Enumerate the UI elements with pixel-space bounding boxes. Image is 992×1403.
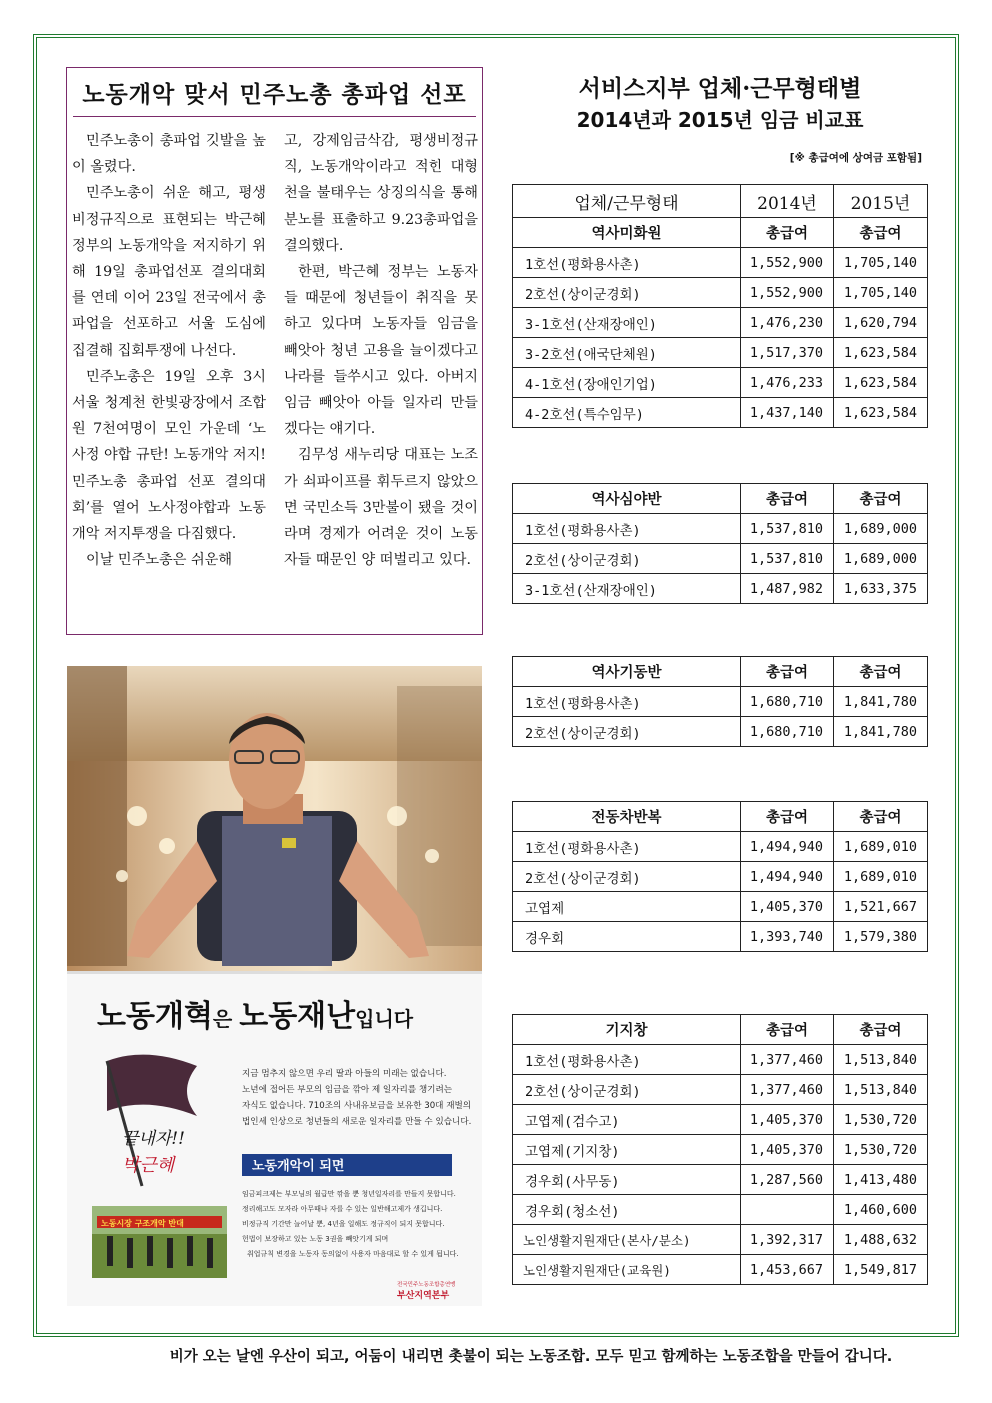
banner-headline-part: 입니다	[355, 1007, 414, 1031]
row-value-2015: 1,689,000	[834, 544, 928, 574]
row-value-2015: 1,413,480	[834, 1165, 928, 1195]
banner-org: 부산지역본부	[397, 1291, 450, 1301]
table-row	[513, 687, 928, 717]
row-value-2014	[741, 1195, 834, 1225]
table-row	[513, 514, 928, 544]
row-name: 4-1호선(장애인기업)	[513, 368, 741, 398]
tables-note: [※ 총급여에 상여금 포함됨]	[789, 152, 922, 164]
header-cell: 총급여	[741, 218, 834, 248]
row-name: 2호선(상이군경회)	[513, 717, 741, 747]
table-row	[513, 278, 928, 308]
table-row	[513, 1105, 928, 1135]
banner-headline-part: 노동재난	[239, 999, 356, 1034]
table-row	[513, 1075, 928, 1105]
row-value-2014: 1,494,940	[741, 832, 834, 862]
row-name: 노인생활지원재단(교육원)	[513, 1255, 741, 1285]
row-name: 2호선(상이군경회)	[513, 278, 741, 308]
row-name: 경우회	[513, 922, 741, 952]
article-paragraph: 한편, 박근혜 정부는 노동자들 때문에 청년들이 취직을 못하고 있다며 노동자들 임금을 빼앗아 청년 고용을 늘이겠다고 나라를 들쑤시고 있다. 아버지 임금 빼앗아 아들 일자리 만들겠다는 얘기다.	[284, 264, 478, 438]
row-name: 1호선(평화용사촌)	[513, 248, 741, 278]
table-row	[513, 1225, 928, 1255]
row-name: 2호선(상이군경회)	[513, 1075, 741, 1105]
article-column-left	[72, 128, 266, 573]
banner-text-line: 법인세 인상으로 청년들의 새로운 일자리를 만들 수 있습니다.	[242, 1117, 472, 1127]
group-name: 역사미화원	[513, 218, 741, 248]
row-name: 경우회(사무동)	[513, 1165, 741, 1195]
row-name: 고엽제(기지창)	[513, 1135, 741, 1165]
row-name: 1호선(평화용사촌)	[513, 832, 741, 862]
tables-subtitle: 2014년과 2015년 임금 비교표	[576, 108, 864, 132]
table-group-header	[513, 484, 928, 514]
header-cell: 총급여	[834, 484, 928, 514]
row-value-2014: 1,537,810	[741, 514, 834, 544]
row-value-2014: 1,537,810	[741, 544, 834, 574]
table-row	[513, 1135, 928, 1165]
row-value-2015: 1,530,720	[834, 1135, 928, 1165]
table-row	[513, 862, 928, 892]
row-value-2014: 1,453,667	[741, 1255, 834, 1285]
table-row	[513, 1045, 928, 1075]
row-value-2015: 1,623,584	[834, 398, 928, 428]
row-name: 고엽제(검수고)	[513, 1105, 741, 1135]
header-cell: 총급여	[741, 1015, 834, 1045]
row-value-2015: 1,623,584	[834, 368, 928, 398]
article-paragraph: 고, 강제임금삭감, 평생비정규직, 노동개악이라고 적힌 대형 천을 불태우는 상징의식을 통해 분노를 표출하고 9.23총파업을 결의했다.	[284, 133, 478, 254]
row-value-2015: 1,530,720	[834, 1105, 928, 1135]
row-value-2014: 1,405,370	[741, 892, 834, 922]
table-row	[513, 398, 928, 428]
protest-photo	[67, 666, 482, 1306]
table-row	[513, 1195, 928, 1225]
row-name: 노인생활지원재단(본사/분소)	[513, 1225, 741, 1255]
banner-headline-part: 은	[212, 1007, 240, 1031]
banner-org: 전국민주노동조합총연맹	[397, 1282, 456, 1288]
table-row	[513, 717, 928, 747]
group-name: 역사기동반	[513, 657, 741, 687]
row-value-2014: 1,552,900	[741, 248, 834, 278]
table-row	[513, 832, 928, 862]
protest-photo-illustration	[67, 666, 482, 1306]
row-name: 3-2호선(애국단체원)	[513, 338, 741, 368]
row-value-2014: 1,487,982	[741, 574, 834, 604]
article-column-right	[284, 128, 478, 573]
table-row	[513, 338, 928, 368]
table-group-header	[513, 657, 928, 687]
header-cell: 총급여	[741, 484, 834, 514]
row-value-2014: 1,552,900	[741, 278, 834, 308]
table-row	[513, 574, 928, 604]
banner-text-line: 노년에 접어든 부모의 임금을 깎아 제 일자리를 챙기려는	[242, 1085, 453, 1095]
banner-slogan: 끝내자!!	[122, 1129, 185, 1149]
row-value-2014: 1,405,370	[741, 1105, 834, 1135]
row-name: 3-1호선(산재장애인)	[513, 308, 741, 338]
header-cell: 2015년	[834, 185, 928, 218]
banner-subhead: 노동개악이 되면	[252, 1159, 345, 1174]
row-name: 2호선(상이군경회)	[513, 862, 741, 892]
header-cell: 업체/근무형태	[513, 185, 741, 218]
row-value-2014: 1,437,140	[741, 398, 834, 428]
row-value-2014: 1,377,460	[741, 1075, 834, 1105]
row-value-2014: 1,494,940	[741, 862, 834, 892]
banner-headline-part: 노동개혁	[97, 999, 213, 1034]
banner-protest-sign: 노동시장 구조개악 반대	[101, 1219, 184, 1228]
row-value-2015: 1,620,794	[834, 308, 928, 338]
row-value-2014: 1,377,460	[741, 1045, 834, 1075]
row-name: 1호선(평화용사촌)	[513, 1045, 741, 1075]
row-name: 고엽제	[513, 892, 741, 922]
article-body	[67, 128, 482, 628]
row-name: 2호선(상이군경회)	[513, 544, 741, 574]
row-value-2015: 1,521,667	[834, 892, 928, 922]
row-value-2015: 1,488,632	[834, 1225, 928, 1255]
table-row	[513, 1255, 928, 1285]
row-value-2015: 1,549,817	[834, 1255, 928, 1285]
wage-table-1	[512, 184, 928, 428]
row-value-2014: 1,476,233	[741, 368, 834, 398]
banner-bullet: 헌법이 보장하고 있는 노동 3권을 빼앗기게 되며	[242, 1235, 389, 1243]
row-name: 3-1호선(산재장애인)	[513, 574, 741, 604]
article-title-rule	[73, 116, 476, 117]
banner-slogan: 박근혜	[122, 1155, 175, 1176]
table-group-header	[513, 802, 928, 832]
table-group-header	[513, 218, 928, 248]
header-cell: 총급여	[834, 218, 928, 248]
banner-bullet: 취업규칙 변경을 노동자 동의없이 사용자 마음대로 할 수 있게 됩니다.	[247, 1250, 459, 1258]
group-name: 역사심야반	[513, 484, 741, 514]
row-value-2015: 1,460,600	[834, 1195, 928, 1225]
row-value-2014: 1,680,710	[741, 717, 834, 747]
header-cell: 2014년	[741, 185, 834, 218]
article-paragraph: 민주노총은 19일 오후 3시 서울 청계천 한빛광장에서 조합원 7천여명이 모인 가운데 ‘노사정 야합 규탄! 노동개악 저지! 민주노총 총파업 선포 결의대회’를 열어 노사정야합과 노동개악 저지투쟁을 다짐했다.	[72, 368, 266, 543]
header-cell: 총급여	[834, 802, 928, 832]
article-title: 노동개악 맞서 민주노총 총파업 선포	[82, 81, 467, 108]
table-row	[513, 892, 928, 922]
row-value-2014: 1,517,370	[741, 338, 834, 368]
row-name: 1호선(평화용사촌)	[513, 514, 741, 544]
table-group-header	[513, 1015, 928, 1045]
article-paragraph: 민주노총이 총파업 깃발을 높이 올렸다.	[72, 133, 266, 176]
banner-bullet: 정리해고도 모자라 아무때나 자를 수 있는 일반해고제가 생깁니다.	[242, 1205, 443, 1213]
wage-table-4	[512, 801, 928, 952]
table-row	[513, 308, 928, 338]
row-value-2014: 1,287,560	[741, 1165, 834, 1195]
header-cell: 총급여	[741, 657, 834, 687]
row-value-2015: 1,633,375	[834, 574, 928, 604]
row-value-2014: 1,680,710	[741, 687, 834, 717]
row-name: 1호선(평화용사촌)	[513, 687, 741, 717]
row-value-2015: 1,513,840	[834, 1075, 928, 1105]
article-paragraph: 민주노총이 쉬운 해고, 평생 비정규직으로 표현되는 박근혜 정부의 노동개악을 저지하기 위해 19일 총파업선포 결의대회를 연데 이어 23일 전국에서 총파업을 선포하고 서울 도심에 집결해 집회투쟁에 나선다.	[72, 185, 266, 359]
wage-table-5	[512, 1014, 928, 1285]
table-row	[513, 1165, 928, 1195]
banner-text-line: 자식도 없습니다. 710조의 사내유보금을 보유한 30대 재벌의	[242, 1101, 472, 1111]
header-cell: 총급여	[834, 657, 928, 687]
row-value-2015: 1,705,140	[834, 278, 928, 308]
row-value-2015: 1,841,780	[834, 717, 928, 747]
wage-table-3	[512, 656, 928, 747]
tables-title: 서비스지부 업체·근무형태별	[578, 75, 862, 102]
row-value-2014: 1,476,230	[741, 308, 834, 338]
row-value-2015: 1,841,780	[834, 687, 928, 717]
table-row	[513, 368, 928, 398]
row-value-2014: 1,405,370	[741, 1135, 834, 1165]
row-value-2015: 1,689,010	[834, 862, 928, 892]
article-box	[66, 67, 483, 635]
wage-table-2	[512, 483, 928, 604]
group-name: 전동차반복	[513, 802, 741, 832]
header-cell: 총급여	[834, 1015, 928, 1045]
row-value-2015: 1,623,584	[834, 338, 928, 368]
header-cell: 총급여	[741, 802, 834, 832]
footer-slogan: 비가 오는 날엔 우산이 되고, 어둠이 내리면 촛불이 되는 노동조합. 모두 믿고 함께하는 노동조합을 만들어 갑니다.	[169, 1349, 893, 1365]
banner-text-line: 지금 멈추지 않으면 우리 딸과 아들의 미래는 없습니다.	[242, 1069, 447, 1079]
row-name: 경우회(청소선)	[513, 1195, 741, 1225]
group-name: 기지창	[513, 1015, 741, 1045]
row-name: 4-2호선(특수임무)	[513, 398, 741, 428]
banner-bullet: 비정규직 기간만 늘어날 뿐, 4년을 일해도 정규직이 되지 못합니다.	[242, 1220, 445, 1228]
row-value-2014: 1,393,740	[741, 922, 834, 952]
row-value-2015: 1,689,000	[834, 514, 928, 544]
table-row	[513, 922, 928, 952]
row-value-2015: 1,513,840	[834, 1045, 928, 1075]
table-header-row	[513, 185, 928, 218]
banner-bullet: 임금피크제는 부모님의 월급만 깎을 뿐 청년일자리를 만들지 못합니다.	[242, 1190, 456, 1198]
row-value-2014: 1,392,317	[741, 1225, 834, 1255]
article-paragraph: 김무성 새누리당 대표는 노조가 쇠파이프를 휘두르지 않았으면 국민소득 3만불이 됐을 것이라며 경제가 어려운 것이 노동자들 때문인 양 떠벌리고 있다.	[284, 447, 478, 569]
table-row	[513, 248, 928, 278]
row-value-2015: 1,579,380	[834, 922, 928, 952]
row-value-2015: 1,705,140	[834, 248, 928, 278]
row-value-2015: 1,689,010	[834, 832, 928, 862]
article-paragraph: 이날 민주노총은 쉬운해	[86, 552, 233, 569]
table-row	[513, 544, 928, 574]
